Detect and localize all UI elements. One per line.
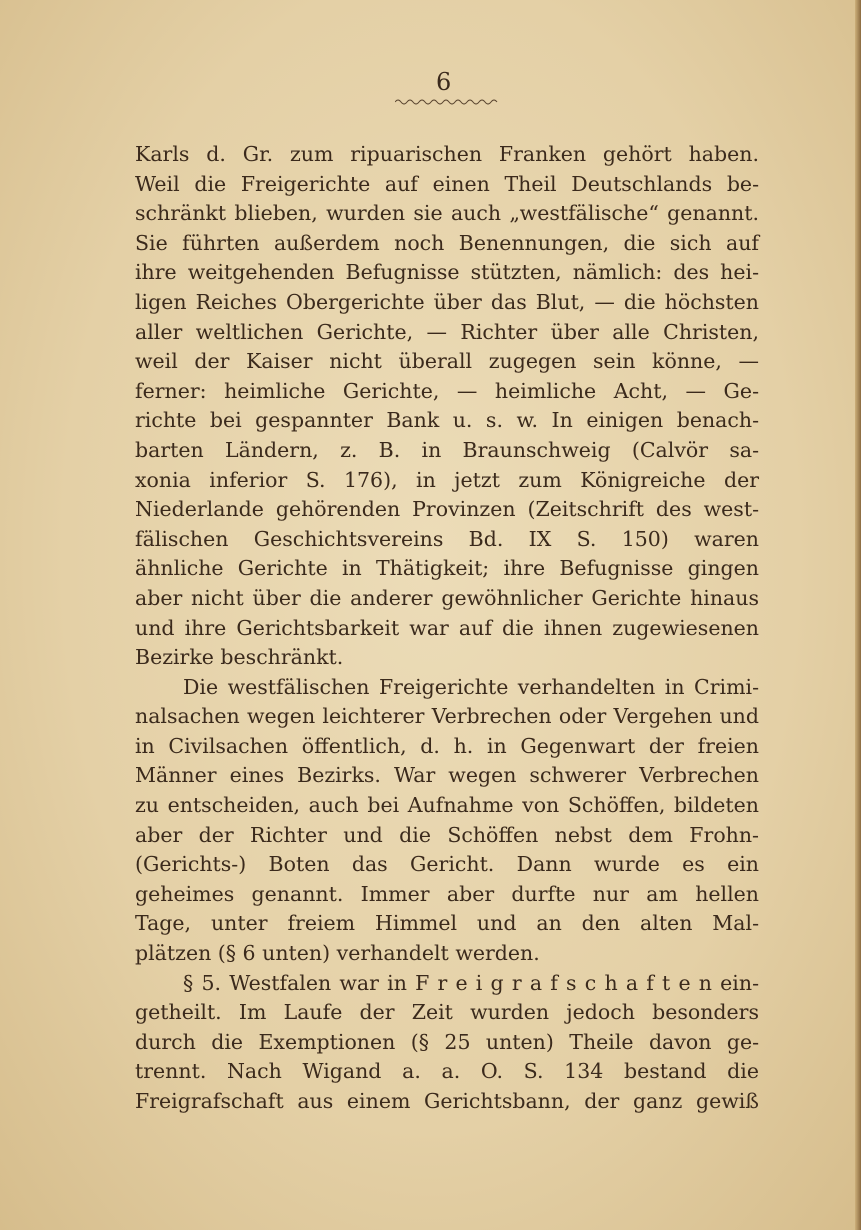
text-line: [135, 1057, 759, 1087]
text-line: [135, 140, 759, 170]
text-line: [135, 761, 759, 791]
text-line: [135, 525, 759, 555]
text-line: [135, 702, 759, 732]
text-line: [135, 288, 759, 318]
page-number: 6: [436, 68, 452, 96]
text-line: [135, 170, 759, 200]
text-line: [135, 998, 759, 1028]
text-line: [135, 732, 759, 762]
text-line: [135, 466, 759, 496]
text-line-content: Weil die Freigerichte auf einen Theil Deutschlands be-: [135, 171, 759, 196]
text-line: [135, 880, 759, 910]
text-line-content: xonia inferior S. 176), in jetzt zum Königreiche der: [135, 467, 759, 492]
text-line: [135, 347, 759, 377]
text-line-content: (Gerichts-) Boten das Gericht. Dann wurde es ein: [135, 852, 759, 877]
text-line-content: fälischen Geschichtsvereins Bd. IX S. 150) waren: [135, 526, 759, 551]
text-line: [135, 584, 759, 614]
text-line-content: Männer eines Bezirks. War wegen schwerer Verbrechen: [135, 763, 759, 788]
text-line-content: weil der Kaiser nicht überall zugegen sein könne, —: [135, 349, 759, 374]
text-line-content: ferner: heimliche Gerichte, — heimliche Acht, — Ge-: [135, 378, 759, 403]
text-line-content: aller weltlichen Gerichte, — Richter über alle Christen,: [135, 319, 759, 344]
text-line: [135, 258, 759, 288]
text-line-content: in Civilsachen öffentlich, d. h. in Gegenwart der freien: [135, 733, 759, 758]
text-line-content: Freigrafschaft aus einem Gerichtsbann, der ganz gewiß: [135, 1089, 759, 1113]
text-line: [135, 1028, 759, 1058]
text-line-content: ihre weitgehenden Befugnisse stützten, nämlich: des hei-: [135, 260, 759, 285]
text-line: [135, 1087, 759, 1117]
wavy-ornament-divider: [395, 98, 501, 106]
text-line: [135, 614, 759, 644]
text-line-content: ligen Reiches Obergerichte über das Blut, — die höchsten: [135, 289, 759, 314]
text-line-content: Bezirke beschränkt.: [135, 645, 344, 670]
text-line-content: zu entscheiden, auch bei Aufnahme von Schöffen, bildeten: [135, 793, 759, 818]
text-line-content: plätzen (§ 6 unten) verhandelt werden.: [135, 941, 540, 966]
text-line: [135, 673, 759, 703]
text-line: [135, 199, 759, 229]
text-line: [135, 909, 759, 939]
text-line: [135, 791, 759, 821]
text-line-content: und ihre Gerichtsbarkeit war auf die ihnen zugewiesenen: [135, 615, 759, 640]
text-line-content: Sie führten außerdem noch Benennungen, die sich auf: [135, 230, 759, 255]
text-line: [135, 377, 759, 407]
text-line-content: barten Ländern, z. B. in Braunschweig (Calvör sa-: [135, 437, 759, 462]
text-line: [135, 821, 759, 851]
body-text: [135, 140, 759, 1117]
page-edge: [855, 0, 861, 1230]
text-line: [135, 229, 759, 259]
text-line-content: Niederlande gehörenden Provinzen (Zeitschrift des west-: [135, 497, 759, 522]
text-line-content: § 5. Westfalen war in F r e i g r a f s c h a f t e n ein-: [183, 970, 759, 995]
text-line: [135, 436, 759, 466]
text-line: [135, 318, 759, 348]
text-line-content: getheilt. Im Laufe der Zeit wurden jedoch besonders: [135, 1000, 759, 1025]
text-line: [135, 969, 759, 999]
text-line-content: ähnliche Gerichte in Thätigkeit; ihre Befugnisse gingen: [135, 556, 759, 581]
text-line-content: schränkt blieben, wurden sie auch „westfälische“ genannt.: [135, 201, 759, 226]
text-line-content: aber der Richter und die Schöffen nebst dem Frohn-: [135, 822, 759, 847]
text-line: [135, 939, 759, 969]
text-line: [135, 554, 759, 584]
text-line-content: nalsachen wegen leichterer Verbrechen oder Vergehen und: [135, 704, 759, 729]
text-line-content: Tage, unter freiem Himmel und an den alten Mal-: [135, 911, 759, 936]
text-line: [135, 643, 759, 673]
text-line-content: richte bei gespannter Bank u. s. w. In einigen benach-: [135, 408, 759, 433]
text-line-content: geheimes genannt. Immer aber durfte nur am hellen: [135, 881, 759, 906]
text-line-content: aber nicht über die anderer gewöhnlicher Gerichte hinaus: [135, 585, 759, 610]
text-line-content: trennt. Nach Wigand a. a. O. S. 134 bestand die: [135, 1059, 759, 1084]
text-line-content: durch die Exemptionen (§ 25 unten) Theile davon ge-: [135, 1029, 759, 1054]
text-line: [135, 850, 759, 880]
text-line: [135, 406, 759, 436]
text-line-content: Karls d. Gr. zum ripuarischen Franken gehört haben.: [135, 142, 759, 166]
text-line: [135, 495, 759, 525]
text-line-content: Die westfälischen Freigerichte verhandelten in Crimi-: [183, 674, 759, 699]
